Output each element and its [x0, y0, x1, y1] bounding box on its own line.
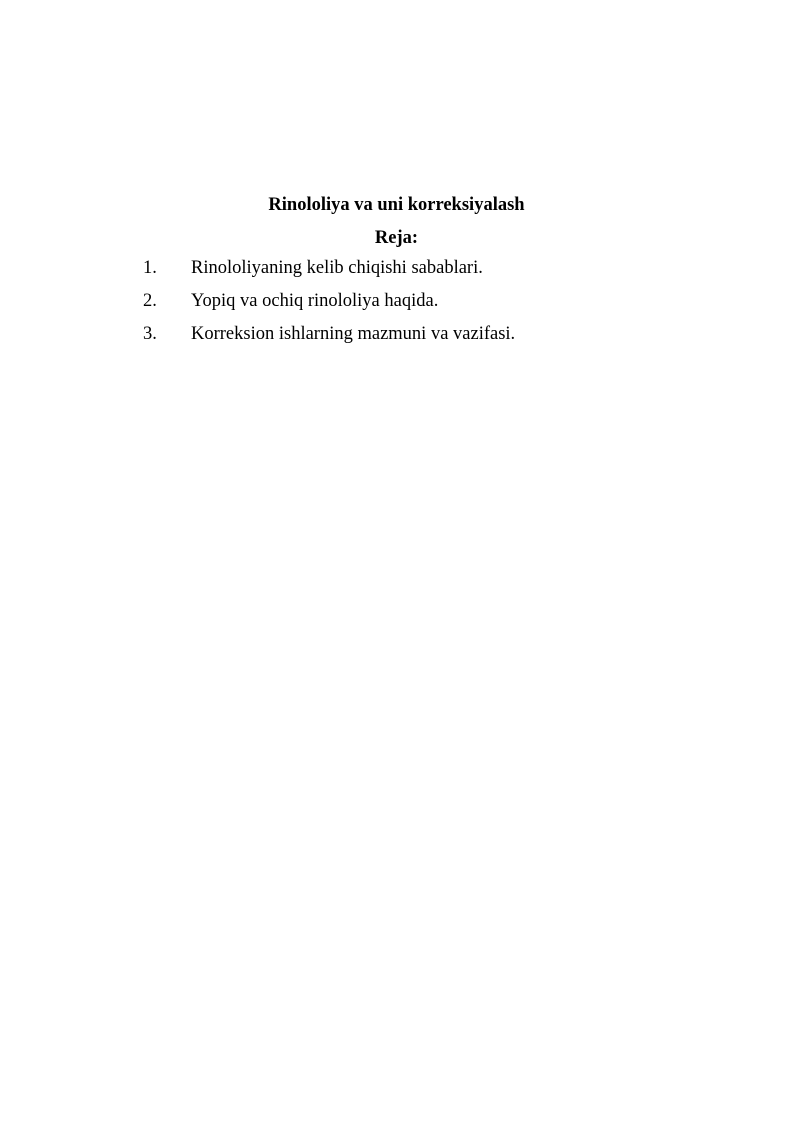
plan-item — [0, 322, 793, 355]
plan-item-number: 1. — [143, 258, 157, 278]
plan-item-text: Rinololiyaning kelib chiqishi sabablari. — [191, 258, 483, 278]
plan-item-text: Yopiq va ochiq rinololiya haqida. — [191, 291, 439, 311]
plan-item-number: 3. — [143, 324, 157, 344]
plan-item-text: Korreksion ishlarning mazmuni va vazifasi. — [191, 324, 516, 344]
plan-heading: Reja: — [374, 228, 419, 248]
plan-list — [0, 256, 793, 355]
plan-item — [0, 256, 793, 289]
plan-item — [0, 289, 793, 322]
plan-item-number: 2. — [143, 291, 157, 311]
document-title: Rinololiya va uni korreksiyalash — [268, 195, 525, 215]
